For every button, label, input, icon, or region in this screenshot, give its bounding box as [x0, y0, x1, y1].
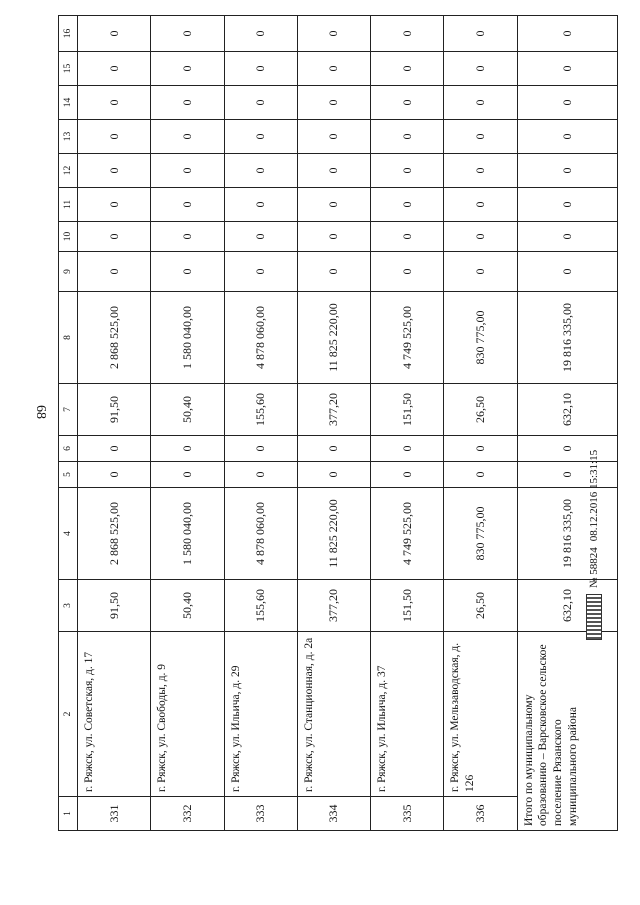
cell-c8: 4 749 525,00	[371, 292, 444, 384]
total-cell-c11: 0	[517, 188, 618, 222]
cell-c14: 0	[297, 86, 370, 120]
total-cell-c13: 0	[517, 120, 618, 154]
column-header: 7	[59, 384, 78, 436]
cell-c4: 1 580 040,00	[151, 488, 224, 580]
cell-c10: 0	[151, 222, 224, 252]
cell-c16: 0	[371, 16, 444, 52]
cell-c8: 830 775,00	[444, 292, 517, 384]
cell-c14: 0	[371, 86, 444, 120]
cell-c10: 0	[371, 222, 444, 252]
column-header: 11	[59, 188, 78, 222]
row-address: г. Ряжск, ул. Свободы, д. 9	[151, 632, 224, 797]
column-header: 1	[59, 797, 78, 831]
cell-c16: 0	[297, 16, 370, 52]
column-header: 16	[59, 16, 78, 52]
total-cell-c6: 0	[517, 436, 618, 462]
cell-c5: 0	[297, 462, 370, 488]
cell-c15: 0	[371, 52, 444, 86]
document-number: № 58824	[588, 547, 600, 588]
cell-c9: 0	[151, 252, 224, 292]
column-header: 15	[59, 52, 78, 86]
column-header: 4	[59, 488, 78, 580]
cell-c6: 0	[224, 436, 297, 462]
row-address: г. Ряжск, ул. Советская, д. 17	[78, 632, 151, 797]
column-header: 8	[59, 292, 78, 384]
table-body	[78, 16, 618, 831]
cell-c9: 0	[224, 252, 297, 292]
data-table	[58, 15, 618, 831]
row-index: 332	[151, 797, 224, 831]
cell-c11: 0	[297, 188, 370, 222]
row-address: г. Ряжск, ул. Станционная, д. 2а	[297, 632, 370, 797]
table-stage	[58, 16, 618, 831]
cell-c8: 4 878 060,00	[224, 292, 297, 384]
cell-c7: 91,50	[78, 384, 151, 436]
cell-c15: 0	[297, 52, 370, 86]
row-address: г. Ряжск, ул. Ильича, д. 29	[224, 632, 297, 797]
cell-c3: 377,20	[297, 580, 370, 632]
column-header: 10	[59, 222, 78, 252]
column-header: 5	[59, 462, 78, 488]
total-cell-c12: 0	[517, 154, 618, 188]
cell-c16: 0	[444, 16, 517, 52]
total-cell-c4: 19 816 335,00	[517, 488, 618, 580]
header-row	[59, 16, 78, 831]
table-row	[78, 16, 151, 831]
row-index: 336	[444, 797, 517, 831]
cell-c14: 0	[151, 86, 224, 120]
row-address: г. Ряжск, ул. Мельзаводская, д. 126	[444, 632, 517, 797]
cell-c16: 0	[78, 16, 151, 52]
row-index: 335	[371, 797, 444, 831]
total-cell-c14: 0	[517, 86, 618, 120]
cell-c9: 0	[78, 252, 151, 292]
cell-c13: 0	[151, 120, 224, 154]
cell-c11: 0	[78, 188, 151, 222]
barcode-stamp-icon	[586, 594, 602, 640]
total-cell-c15: 0	[517, 52, 618, 86]
table-row	[297, 16, 370, 831]
cell-c8: 2 868 525,00	[78, 292, 151, 384]
cell-c12: 0	[224, 154, 297, 188]
column-header: 2	[59, 632, 78, 797]
cell-c12: 0	[371, 154, 444, 188]
row-index: 333	[224, 797, 297, 831]
column-header: 14	[59, 86, 78, 120]
cell-c9: 0	[371, 252, 444, 292]
cell-c9: 0	[297, 252, 370, 292]
page-number: 68	[33, 405, 48, 419]
row-address: г. Ряжск, ул. Ильича, д. 37	[371, 632, 444, 797]
cell-c6: 0	[151, 436, 224, 462]
cell-c7: 155,60	[224, 384, 297, 436]
cell-c16: 0	[224, 16, 297, 52]
cell-c5: 0	[444, 462, 517, 488]
cell-c3: 26,50	[444, 580, 517, 632]
cell-c11: 0	[444, 188, 517, 222]
cell-c13: 0	[297, 120, 370, 154]
total-cell-c5: 0	[517, 462, 618, 488]
cell-c7: 151,50	[371, 384, 444, 436]
cell-c5: 0	[371, 462, 444, 488]
table-row	[151, 16, 224, 831]
cell-c11: 0	[371, 188, 444, 222]
total-cell-c10: 0	[517, 222, 618, 252]
cell-c3: 50,40	[151, 580, 224, 632]
total-cell-c7: 632,10	[517, 384, 618, 436]
cell-c5: 0	[224, 462, 297, 488]
cell-c15: 0	[151, 52, 224, 86]
cell-c5: 0	[151, 462, 224, 488]
table-row	[371, 16, 444, 831]
row-index: 331	[78, 797, 151, 831]
cell-c15: 0	[224, 52, 297, 86]
cell-c11: 0	[151, 188, 224, 222]
cell-c4: 830 775,00	[444, 488, 517, 580]
cell-c10: 0	[444, 222, 517, 252]
cell-c12: 0	[151, 154, 224, 188]
cell-c14: 0	[224, 86, 297, 120]
cell-c3: 91,50	[78, 580, 151, 632]
document-footer	[585, 400, 603, 640]
cell-c8: 11 825 220,00	[297, 292, 370, 384]
cell-c3: 151,50	[371, 580, 444, 632]
cell-c12: 0	[78, 154, 151, 188]
column-header: 12	[59, 154, 78, 188]
total-label: Итого по муниципальному образованию – Варсковское сельское поселение Рязанского муниципального района	[517, 632, 618, 831]
cell-c15: 0	[78, 52, 151, 86]
column-header: 3	[59, 580, 78, 632]
cell-c6: 0	[297, 436, 370, 462]
cell-c4: 4 749 525,00	[371, 488, 444, 580]
table-row	[224, 16, 297, 831]
table-row	[444, 16, 517, 831]
cell-c14: 0	[78, 86, 151, 120]
cell-c7: 26,50	[444, 384, 517, 436]
document-datetime: 08.12.2016 15:31:15	[588, 449, 600, 542]
cell-c13: 0	[224, 120, 297, 154]
cell-c3: 155,60	[224, 580, 297, 632]
cell-c12: 0	[297, 154, 370, 188]
cell-c10: 0	[297, 222, 370, 252]
total-cell-c8: 19 816 335,00	[517, 292, 618, 384]
cell-c10: 0	[78, 222, 151, 252]
total-cell-c16: 0	[517, 16, 618, 52]
cell-c7: 377,20	[297, 384, 370, 436]
cell-c9: 0	[444, 252, 517, 292]
cell-c10: 0	[224, 222, 297, 252]
cell-c16: 0	[151, 16, 224, 52]
cell-c6: 0	[444, 436, 517, 462]
total-cell-c3: 632,10	[517, 580, 618, 632]
row-index: 334	[297, 797, 370, 831]
cell-c14: 0	[444, 86, 517, 120]
cell-c8: 1 580 040,00	[151, 292, 224, 384]
column-header: 13	[59, 120, 78, 154]
cell-c12: 0	[444, 154, 517, 188]
rotated-table-wrapper	[58, 16, 618, 831]
cell-c4: 11 825 220,00	[297, 488, 370, 580]
cell-c7: 50,40	[151, 384, 224, 436]
cell-c5: 0	[78, 462, 151, 488]
cell-c11: 0	[224, 188, 297, 222]
cell-c6: 0	[78, 436, 151, 462]
column-header: 6	[59, 436, 78, 462]
cell-c13: 0	[371, 120, 444, 154]
cell-c6: 0	[371, 436, 444, 462]
column-header: 9	[59, 252, 78, 292]
cell-c15: 0	[444, 52, 517, 86]
cell-c13: 0	[78, 120, 151, 154]
cell-c4: 4 878 060,00	[224, 488, 297, 580]
cell-c4: 2 868 525,00	[78, 488, 151, 580]
cell-c13: 0	[444, 120, 517, 154]
total-cell-c9: 0	[517, 252, 618, 292]
